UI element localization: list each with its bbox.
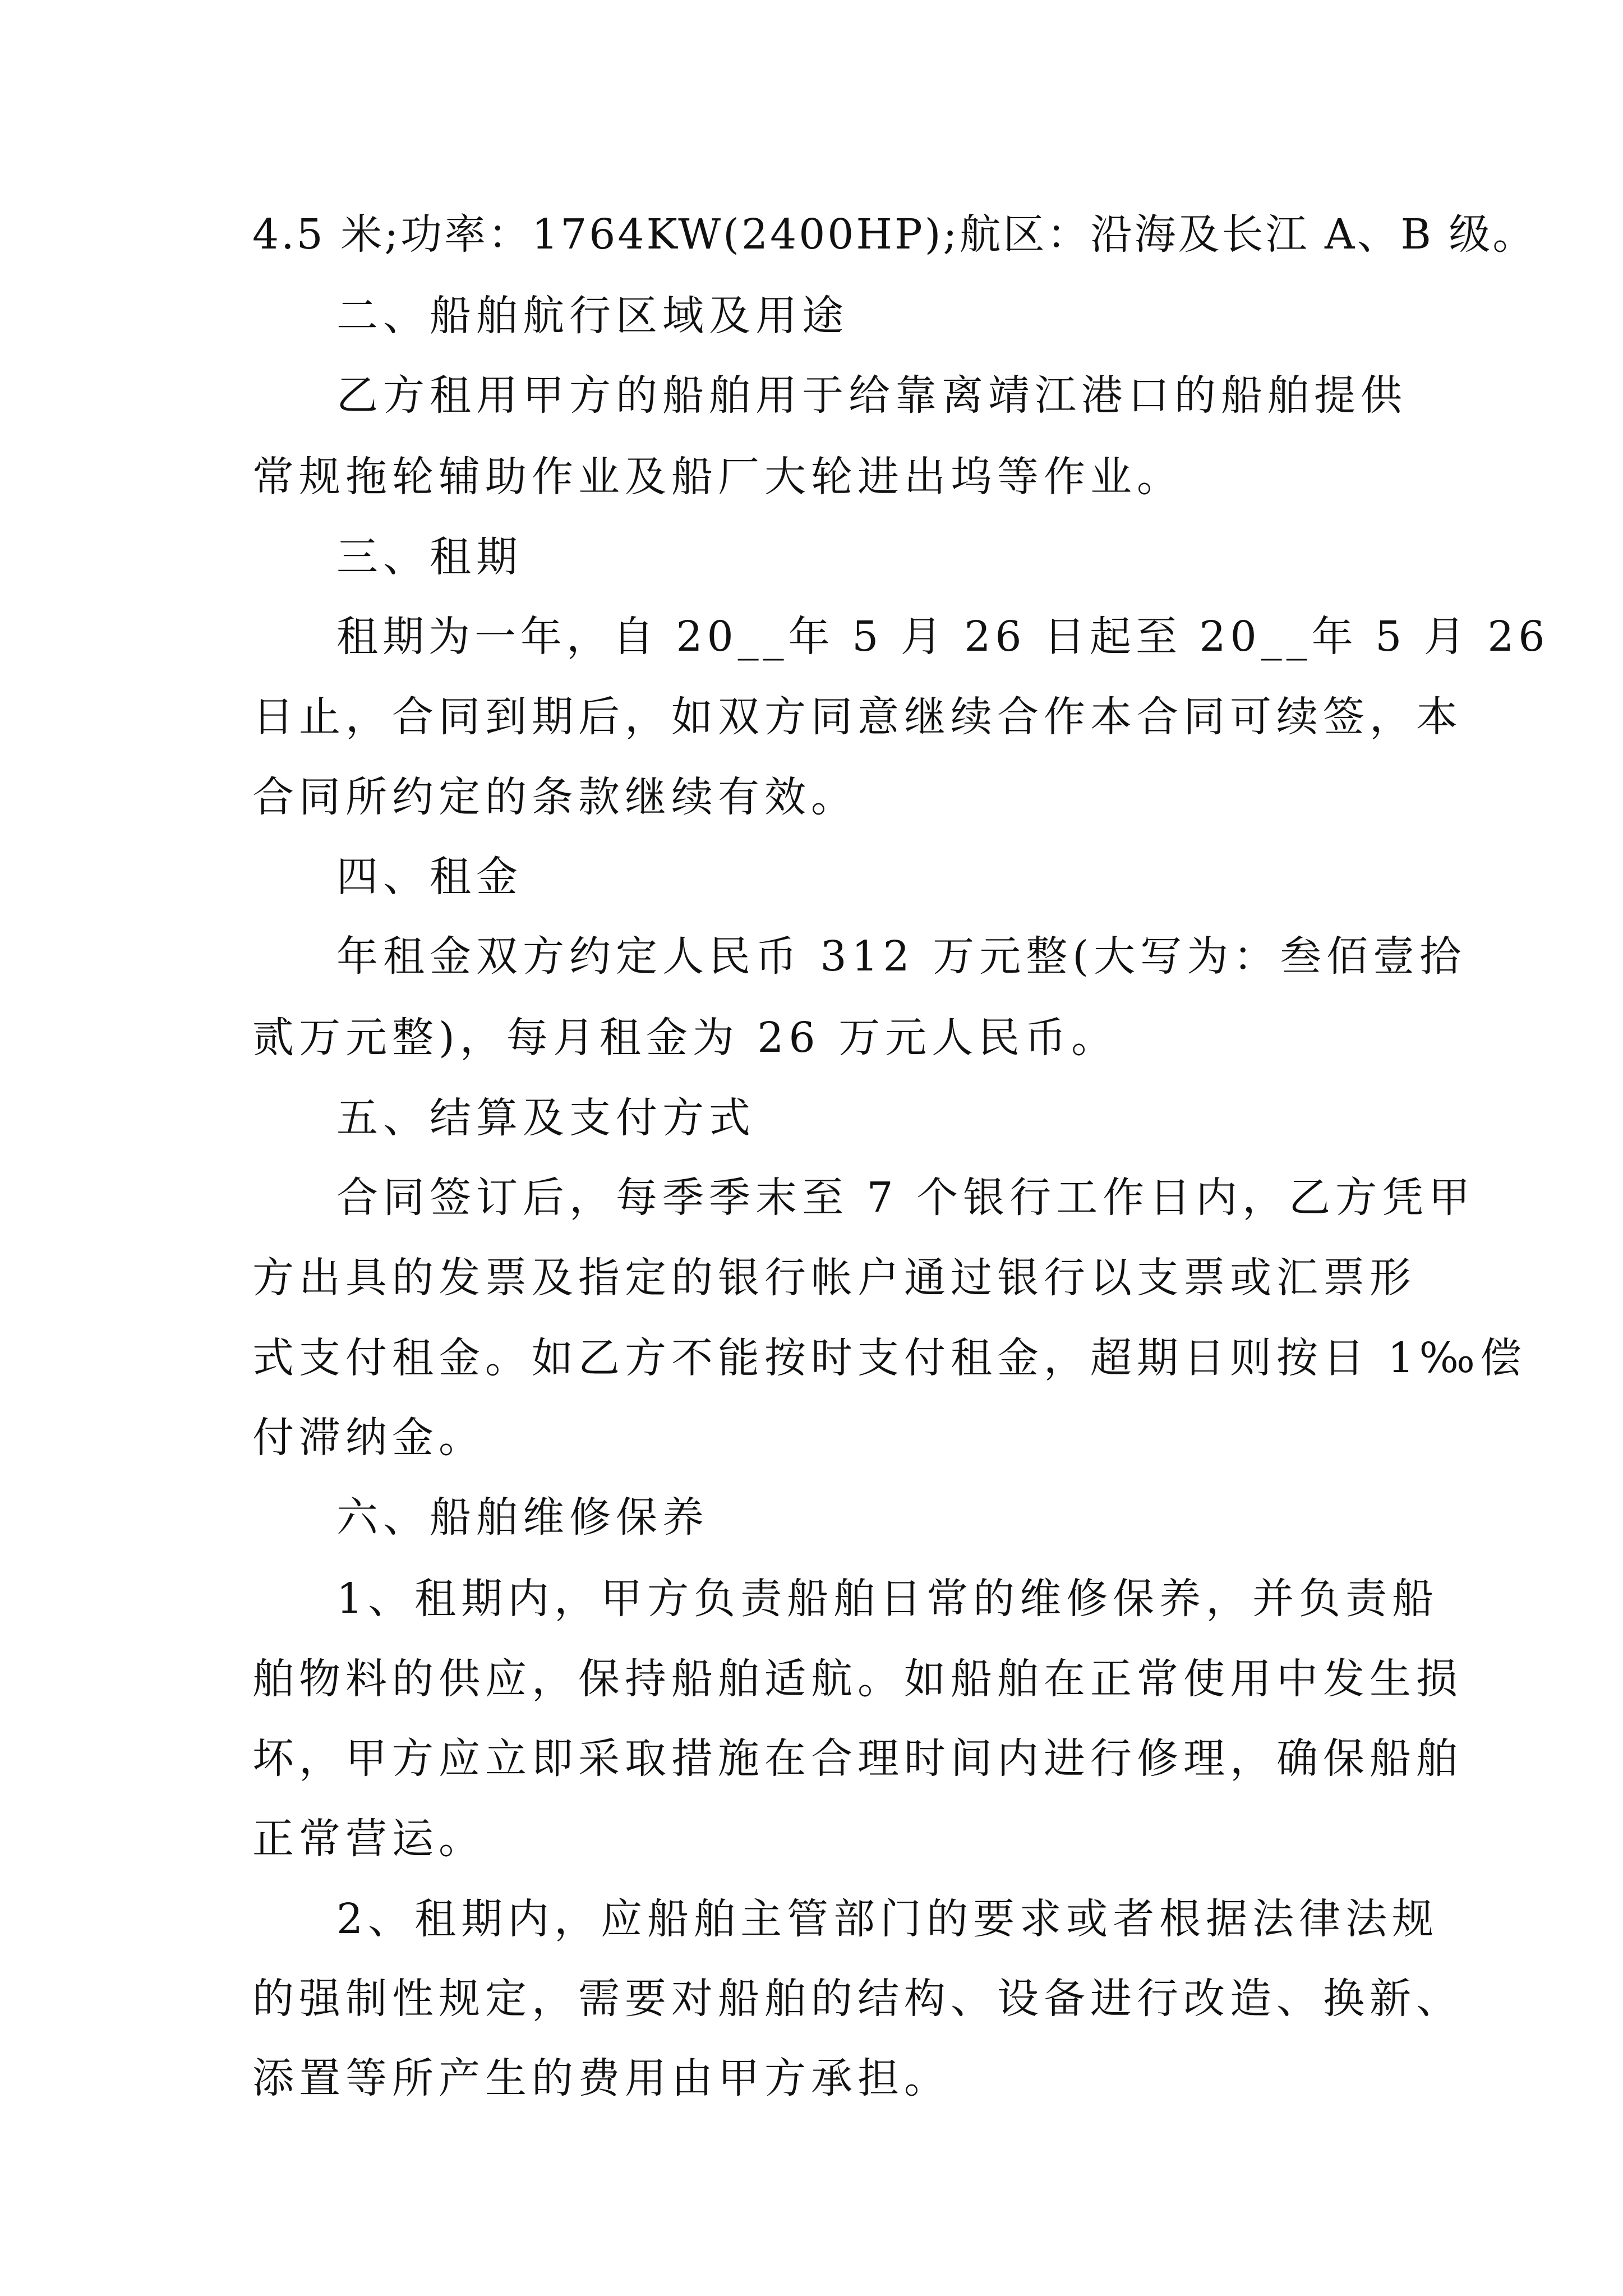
- section-heading: 六、船舶维修保养: [336, 1493, 709, 1542]
- body-text-line: 年租金双方约定人民币 312 万元整(大写为：叁佰壹拾: [336, 932, 1467, 981]
- body-text-line: 4.5 米;功率：1764KW(2400HP);航区：沿海及长江 A、B 级。: [252, 210, 1537, 259]
- body-text-line: 常规拖轮辅助作业及船厂大轮进出坞等作业。: [252, 453, 1183, 501]
- section-heading: 二、船舶航行区域及用途: [336, 292, 849, 340]
- body-text-line: 合同签订后，每季季末至 7 个银行工作日内，乙方凭甲: [336, 1174, 1476, 1222]
- body-text-line: 坏，甲方应立即采取措施在合理时间内进行修理，确保船舶: [252, 1734, 1463, 1783]
- body-text-line: 方出具的发票及指定的银行帐户通过银行以支票或汇票形: [252, 1254, 1416, 1302]
- section-heading: 四、租金: [336, 853, 523, 901]
- section-heading: 三、租期: [336, 533, 523, 581]
- body-text-line: 2、租期内，应船舶主管部门的要求或者根据法律法规: [336, 1895, 1439, 1943]
- body-text-line: 付滞纳金。: [252, 1414, 485, 1462]
- body-text-line: 日止，合同到期后，如双方同意继续合作本合同可续签，本: [252, 693, 1463, 741]
- body-text-line: 舶物料的供应，保持船舶适航。如船舶在正常使用中发生损: [252, 1655, 1463, 1703]
- body-text-line: 正常营运。: [252, 1815, 485, 1863]
- body-text-line: 的强制性规定，需要对船舶的结构、设备进行改造、换新、: [252, 1975, 1463, 2023]
- body-text-line: 贰万元整)，每月租金为 26 万元人民币。: [252, 1014, 1118, 1062]
- section-heading: 五、结算及支付方式: [336, 1094, 755, 1142]
- body-text-line: 添置等所产生的费用由甲方承担。: [252, 2054, 951, 2102]
- body-text-line: 乙方租用甲方的船舶用于给靠离靖江港口的船舶提供: [336, 371, 1407, 420]
- body-text-line: 1、租期内，甲方负责船舶日常的维修保养，并负责船: [336, 1575, 1439, 1623]
- body-text-line: 式支付租金。如乙方不能按时支付租金，超期日则按日 1‰偿: [252, 1334, 1527, 1382]
- body-text-line: 租期为一年，自 20__年 5 月 26 日起至 20__年 5 月 26: [336, 613, 1550, 661]
- body-text-line: 合同所约定的条款继续有效。: [252, 773, 857, 821]
